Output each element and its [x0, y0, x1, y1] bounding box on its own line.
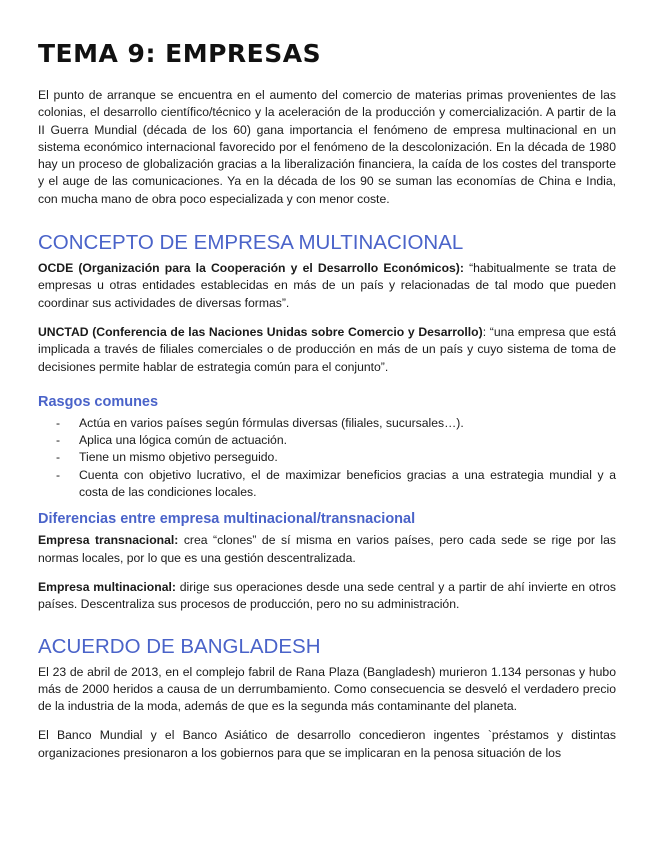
rasgos-list	[38, 415, 616, 501]
transnacional-text: crea “clones” de sí misma en varios países, pero cada sede se rige por las normas locales, por lo que es una gestión descentralizada.	[38, 533, 616, 565]
concepto-heading: CONCEPTO DE EMPRESA MULTINACIONAL	[38, 231, 464, 255]
rasgos-heading: Rasgos comunes	[38, 393, 159, 410]
diferencias-heading: Diferencias entre empresa multinacional/transnacional	[38, 511, 416, 528]
unctad-definition	[38, 324, 616, 376]
multinacional-term: Empresa multinacional:	[38, 579, 176, 594]
list-item: - Tiene un mismo objetivo perseguido.	[56, 449, 616, 466]
ocde-text: “habitualmente se trata de empresas u otras entidades establecidas en más de un país y relacionadas de tal modo que pueden coordinar sus actividades de diversas formas”.	[38, 261, 617, 310]
bangladesh-paragraph-2: El Banco Mundial y el Banco Asiático de desarrollo concedieron ingentes `préstamos y distintas organizaciones presionaron a los gobiernos para que se implicaran en la penosa situación de los	[38, 728, 616, 760]
intro-paragraph: El punto de arranque se encuentra en el aumento del comercio de materias primas provenientes de las colonias, el desarrollo científico/técnico y la aceleración de la producción y comercialización. A partir de la II Guerra Mundial (década de los 60) gana importancia el fenómeno de empresa multinacional en un sistema económico internacional favorecido por el fenómeno de la descolonización. En la década de 1980 hay un proceso de globalización gracias a la liberalización financiera, la caída de los costes del transporte y el auge de las comunicaciones. Ya en la década de los 90 se suman las economías de China e India, con mucha mano de obra poco especializada y con menor coste.	[38, 88, 616, 206]
document-page	[38, 38, 616, 762]
unctad-term: UNCTAD (Conferencia de las Naciones Unidas sobre Comercio y Desarrollo)	[38, 324, 483, 339]
transnacional-definition	[38, 532, 616, 567]
multinacional-text: dirige sus operaciones desde una sede central y a partir de ahí invierte en otros países. Descentraliza sus procesos de producción, pero no su administración.	[38, 579, 617, 612]
bangladesh-paragraph-1: El 23 de abril de 2013, en el complejo fabril de Rana Plaza (Bangladesh) murieron 1.134 personas y hubo más de 2000 heridos a causa de un derrumbamiento. Como consecuencia se desveló el verdadero precio de la industria de la moda, además de que es la segunda más contaminante del planeta.	[38, 664, 616, 714]
list-item: - Actúa en varios países según fórmulas diversas (filiales, sucursales…).	[56, 415, 616, 432]
unctad-text: : “una empresa que está implicada a través de filiales comerciales o de producción en más de un país y cuyo sistema de toma de decisiones permite hablar de estrategia común para el conjunto”.	[38, 324, 616, 374]
page-title: TEMA 9: EMPRESAS	[38, 39, 322, 68]
multinacional-definition	[38, 579, 616, 614]
list-item: - Aplica una lógica común de actuación.	[56, 432, 616, 449]
bangladesh-heading: ACUERDO DE BANGLADESH	[38, 634, 321, 658]
ocde-definition	[38, 260, 616, 312]
list-item: - Cuenta con objetivo lucrativo, el de maximizar beneficios gracias a una estrategia mundial y a costa de las condiciones locales.	[56, 467, 616, 502]
transnacional-term: Empresa transnacional:	[38, 533, 179, 548]
ocde-term: OCDE (Organización para la Cooperación y el Desarrollo Económicos):	[38, 261, 464, 276]
